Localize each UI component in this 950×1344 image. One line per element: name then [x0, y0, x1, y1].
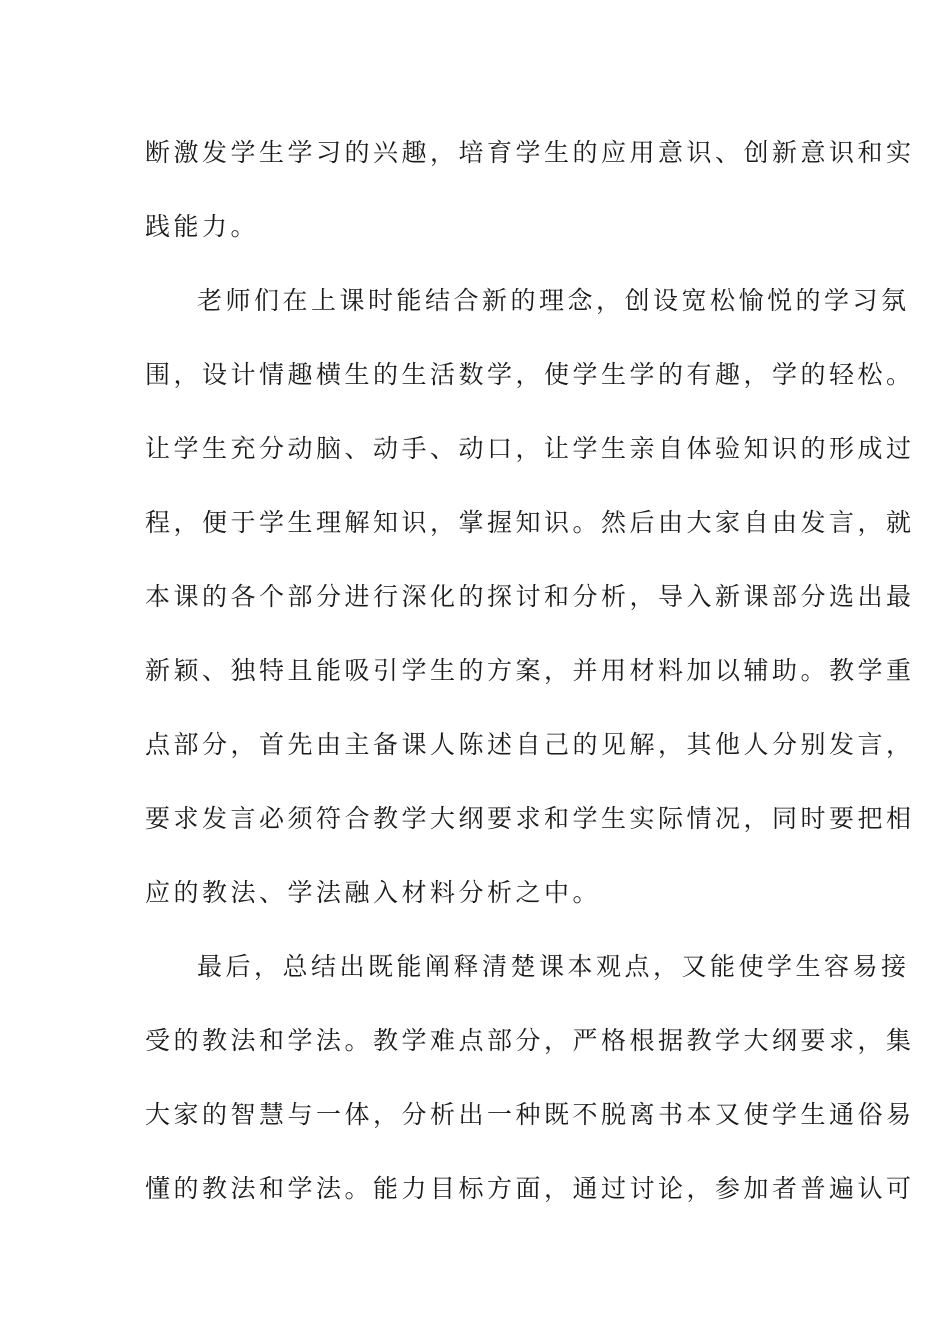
paragraph-first-line: 老师们在上课时能结合新的理念，创设宽松愉悦的学习氛: [197, 286, 910, 315]
text-line: 让学生充分动脑、动手、动口，让学生亲自体验知识的形成过: [145, 434, 915, 463]
text-line: 新颖、独特且能吸引学生的方案，并用材料加以辅助。教学重: [145, 656, 915, 685]
text-line: 程，便于学生理解知识，掌握知识。然后由大家自由发言，就: [145, 508, 915, 537]
body-text: [145, 124, 915, 1234]
text-line: 践能力。: [145, 212, 260, 241]
text-line: 本课的各个部分进行深化的探讨和分析，导入新课部分选出最: [145, 582, 915, 611]
text-line: 断激发学生学习的兴趣，培育学生的应用意识、创新意识和实: [145, 138, 915, 167]
text-line: 围，设计情趣横生的生活数学，使学生学的有趣，学的轻松。: [145, 360, 915, 389]
text-line: 要求发言必须符合教学大纲要求和学生实际情况，同时要把相: [145, 804, 915, 833]
text-line: 懂的教法和学法。能力目标方面，通过讨论，参加者普遍认可: [145, 1174, 915, 1203]
text-line: 大家的智慧与一体，分析出一种既不脱离书本又使学生通俗易: [145, 1100, 915, 1129]
text-line: 受的教法和学法。教学难点部分，严格根据教学大纲要求，集: [145, 1026, 915, 1055]
text-line: 应的教法、学法融入材料分析之中。: [145, 878, 602, 907]
text-line: 点部分，首先由主备课人陈述自己的见解，其他人分别发言，: [145, 730, 915, 759]
paragraph-first-line: 最后，总结出既能阐释清楚课本观点，又能使学生容易接: [197, 952, 910, 981]
